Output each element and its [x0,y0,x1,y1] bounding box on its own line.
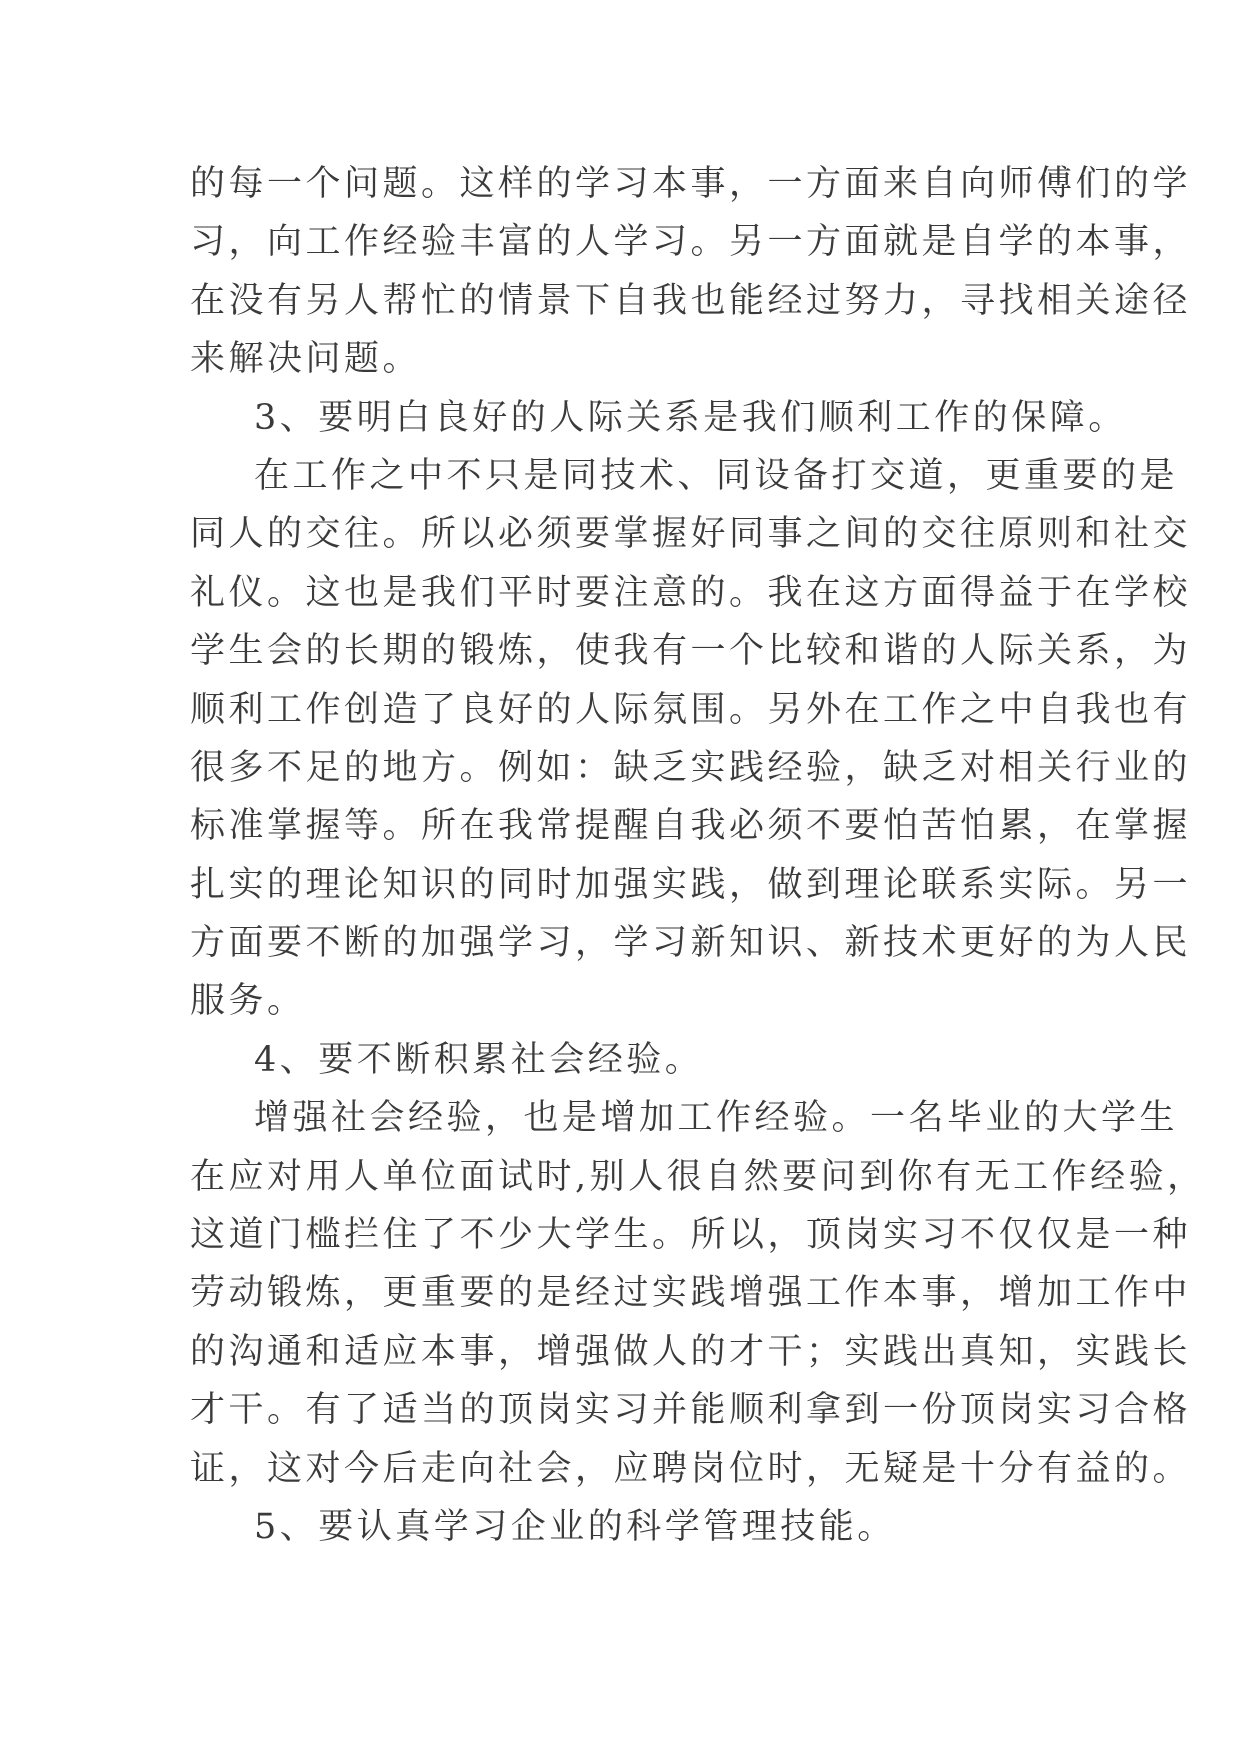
text-line: 扎实的理论知识的同时加强实践，做到理论联系实际。另一 [190,864,1192,905]
text-line: 来解决问题。 [190,339,422,380]
text-line: 4、要不断积累社会经验。 [254,1039,704,1080]
text-line: 5、要认真学习企业的科学管理技能。 [254,1506,896,1547]
text-line: 标准掌握等。所在我常提醒自我必须不要怕苦怕累，在掌握 [190,806,1192,847]
text-line: 劳动锻炼，更重要的是经过实践增强工作本事，增加工作中 [190,1273,1192,1314]
text-line: 同人的交往。所以必须要掌握好同事之间的交往原则和社交 [190,514,1192,555]
text-line: 礼仪。这也是我们平时要注意的。我在这方面得益于在学校 [190,572,1192,613]
document-body [190,155,1206,1556]
text-line: 在应对用人单位面试时,别人很自然要问到你有无工作经验， [190,1156,1206,1197]
text-line: 在没有另人帮忙的情景下自我也能经过努力，寻找相关途径 [190,280,1192,321]
text-line: 顺利工作创造了良好的人际氛围。另外在工作之中自我也有 [190,689,1192,730]
text-line: 增强社会经验，也是增加工作经验。一名毕业的大学生 [254,1098,1179,1139]
text-line: 很多不足的地方。例如：缺乏实践经验，缺乏对相关行业的 [190,747,1192,788]
text-line: 这道门槛拦住了不少大学生。所以，顶岗实习不仅仅是一种 [190,1215,1192,1256]
text-line: 习，向工作经验丰富的人学习。另一方面就是自学的本事， [190,222,1192,263]
text-line: 3、要明白良好的人际关系是我们顺利工作的保障。 [254,397,1127,438]
text-line: 服务。 [190,981,306,1022]
text-line: 学生会的长期的锻炼，使我有一个比较和谐的人际关系，为 [190,631,1192,672]
text-line: 的沟通和适应本事，增强做人的才干；实践出真知，实践长 [190,1331,1192,1372]
text-line: 证，这对今后走向社会，应聘岗位时，无疑是十分有益的。 [190,1448,1192,1489]
text-line: 方面要不断的加强学习，学习新知识、新技术更好的为人民 [190,923,1192,964]
text-line: 才干。有了适当的顶岗实习并能顺利拿到一份顶岗实习合格 [190,1390,1192,1431]
text-line: 在工作之中不只是同技术、同设备打交道，更重要的是 [254,455,1179,496]
text-line: 的每一个问题。这样的学习本事，一方面来自向师傅们的学 [190,164,1192,204]
